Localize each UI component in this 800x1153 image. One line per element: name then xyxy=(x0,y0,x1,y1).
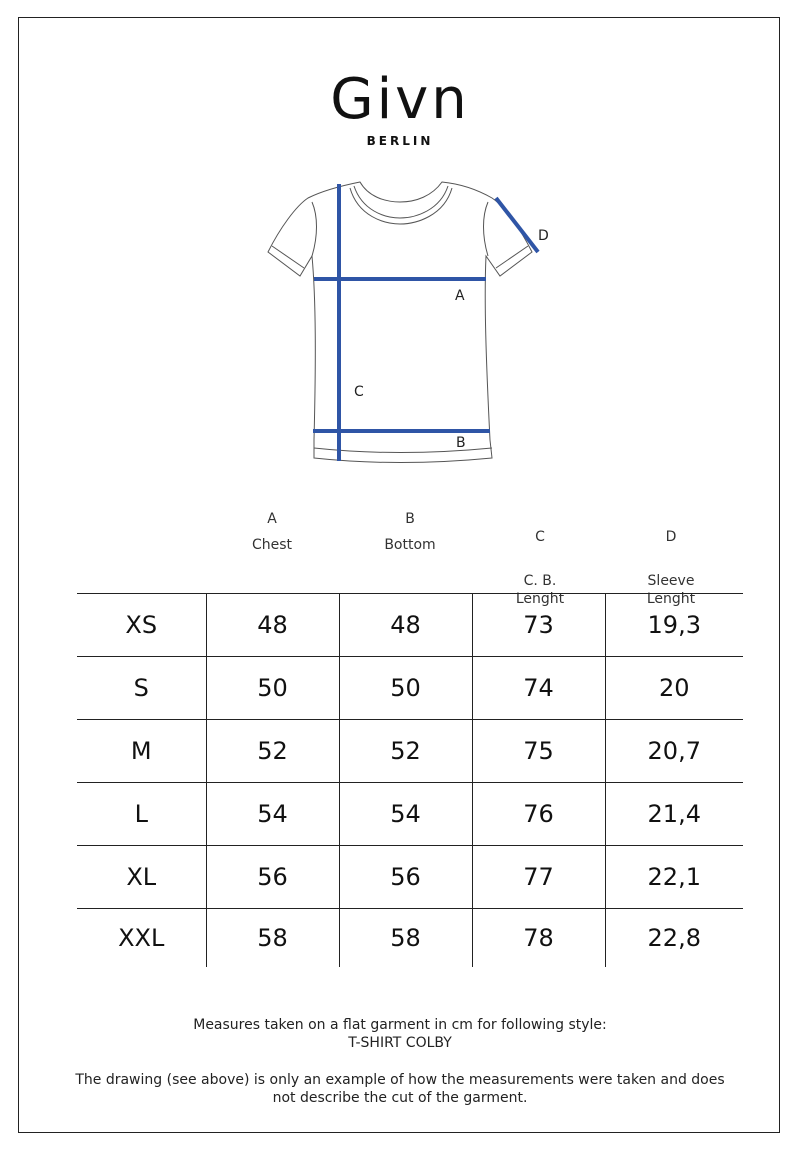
column-name: Bottom xyxy=(384,537,436,553)
value-cell: 54 xyxy=(206,783,339,846)
value-cell: 76 xyxy=(472,783,605,846)
style-name: T-SHIRT COLBY xyxy=(348,1035,452,1051)
table-row xyxy=(77,657,743,720)
value-cell: 50 xyxy=(339,657,472,720)
column-header-chest xyxy=(212,510,332,554)
column-letter: C xyxy=(535,529,545,545)
value-cell: 52 xyxy=(206,720,339,783)
value-cell: 74 xyxy=(472,657,605,720)
column-name: Sleeve Lenght xyxy=(646,573,696,607)
column-header-bottom xyxy=(350,510,470,554)
value-cell: 54 xyxy=(339,783,472,846)
label-c: C xyxy=(354,384,364,400)
measure-lines xyxy=(313,184,538,461)
value-cell: 21,4 xyxy=(605,783,743,846)
label-d: D xyxy=(538,228,549,244)
label-a: A xyxy=(455,288,465,304)
size-cell: M xyxy=(77,720,206,783)
value-cell: 73 xyxy=(472,594,605,657)
measure-note xyxy=(30,1016,770,1052)
value-cell: 20,7 xyxy=(605,720,743,783)
table-row xyxy=(77,909,743,968)
brand-city: BERLIN xyxy=(366,134,434,148)
tshirt-diagram xyxy=(0,0,800,500)
size-table xyxy=(77,593,743,967)
column-letter: D xyxy=(665,529,677,545)
column-name: C. B. Lenght xyxy=(515,573,565,607)
brand-name: Givn xyxy=(330,67,470,132)
measure-line-d xyxy=(496,198,538,252)
value-cell: 48 xyxy=(339,594,472,657)
value-cell: 22,8 xyxy=(605,909,743,968)
column-letter: B xyxy=(405,511,415,527)
disclaimer-note xyxy=(20,1071,780,1107)
value-cell: 56 xyxy=(206,846,339,909)
value-cell: 58 xyxy=(339,909,472,968)
value-cell: 58 xyxy=(206,909,339,968)
table-row xyxy=(77,783,743,846)
label-b: B xyxy=(456,435,466,451)
value-cell: 78 xyxy=(472,909,605,968)
size-cell: L xyxy=(77,783,206,846)
table-row xyxy=(77,720,743,783)
column-name: Chest xyxy=(251,537,293,553)
value-cell: 20 xyxy=(605,657,743,720)
size-cell: XXL xyxy=(77,909,206,968)
measure-note-line1: Measures taken on a flat garment in cm for following style: xyxy=(193,1017,607,1033)
value-cell: 52 xyxy=(339,720,472,783)
size-cell: XL xyxy=(77,846,206,909)
value-cell: 50 xyxy=(206,657,339,720)
value-cell: 56 xyxy=(339,846,472,909)
tshirt-outline xyxy=(268,182,532,463)
disclaimer-line2: not describe the cut of the garment. xyxy=(272,1090,528,1106)
value-cell: 19,3 xyxy=(605,594,743,657)
value-cell: 75 xyxy=(472,720,605,783)
value-cell: 22,1 xyxy=(605,846,743,909)
table-row xyxy=(77,594,743,657)
size-cell: S xyxy=(77,657,206,720)
table-row xyxy=(77,846,743,909)
size-cell: XS xyxy=(77,594,206,657)
disclaimer-line1: The drawing (see above) is only an example of how the measurements were taken and does xyxy=(75,1072,725,1088)
column-letter: A xyxy=(267,511,277,527)
value-cell: 77 xyxy=(472,846,605,909)
value-cell: 48 xyxy=(206,594,339,657)
